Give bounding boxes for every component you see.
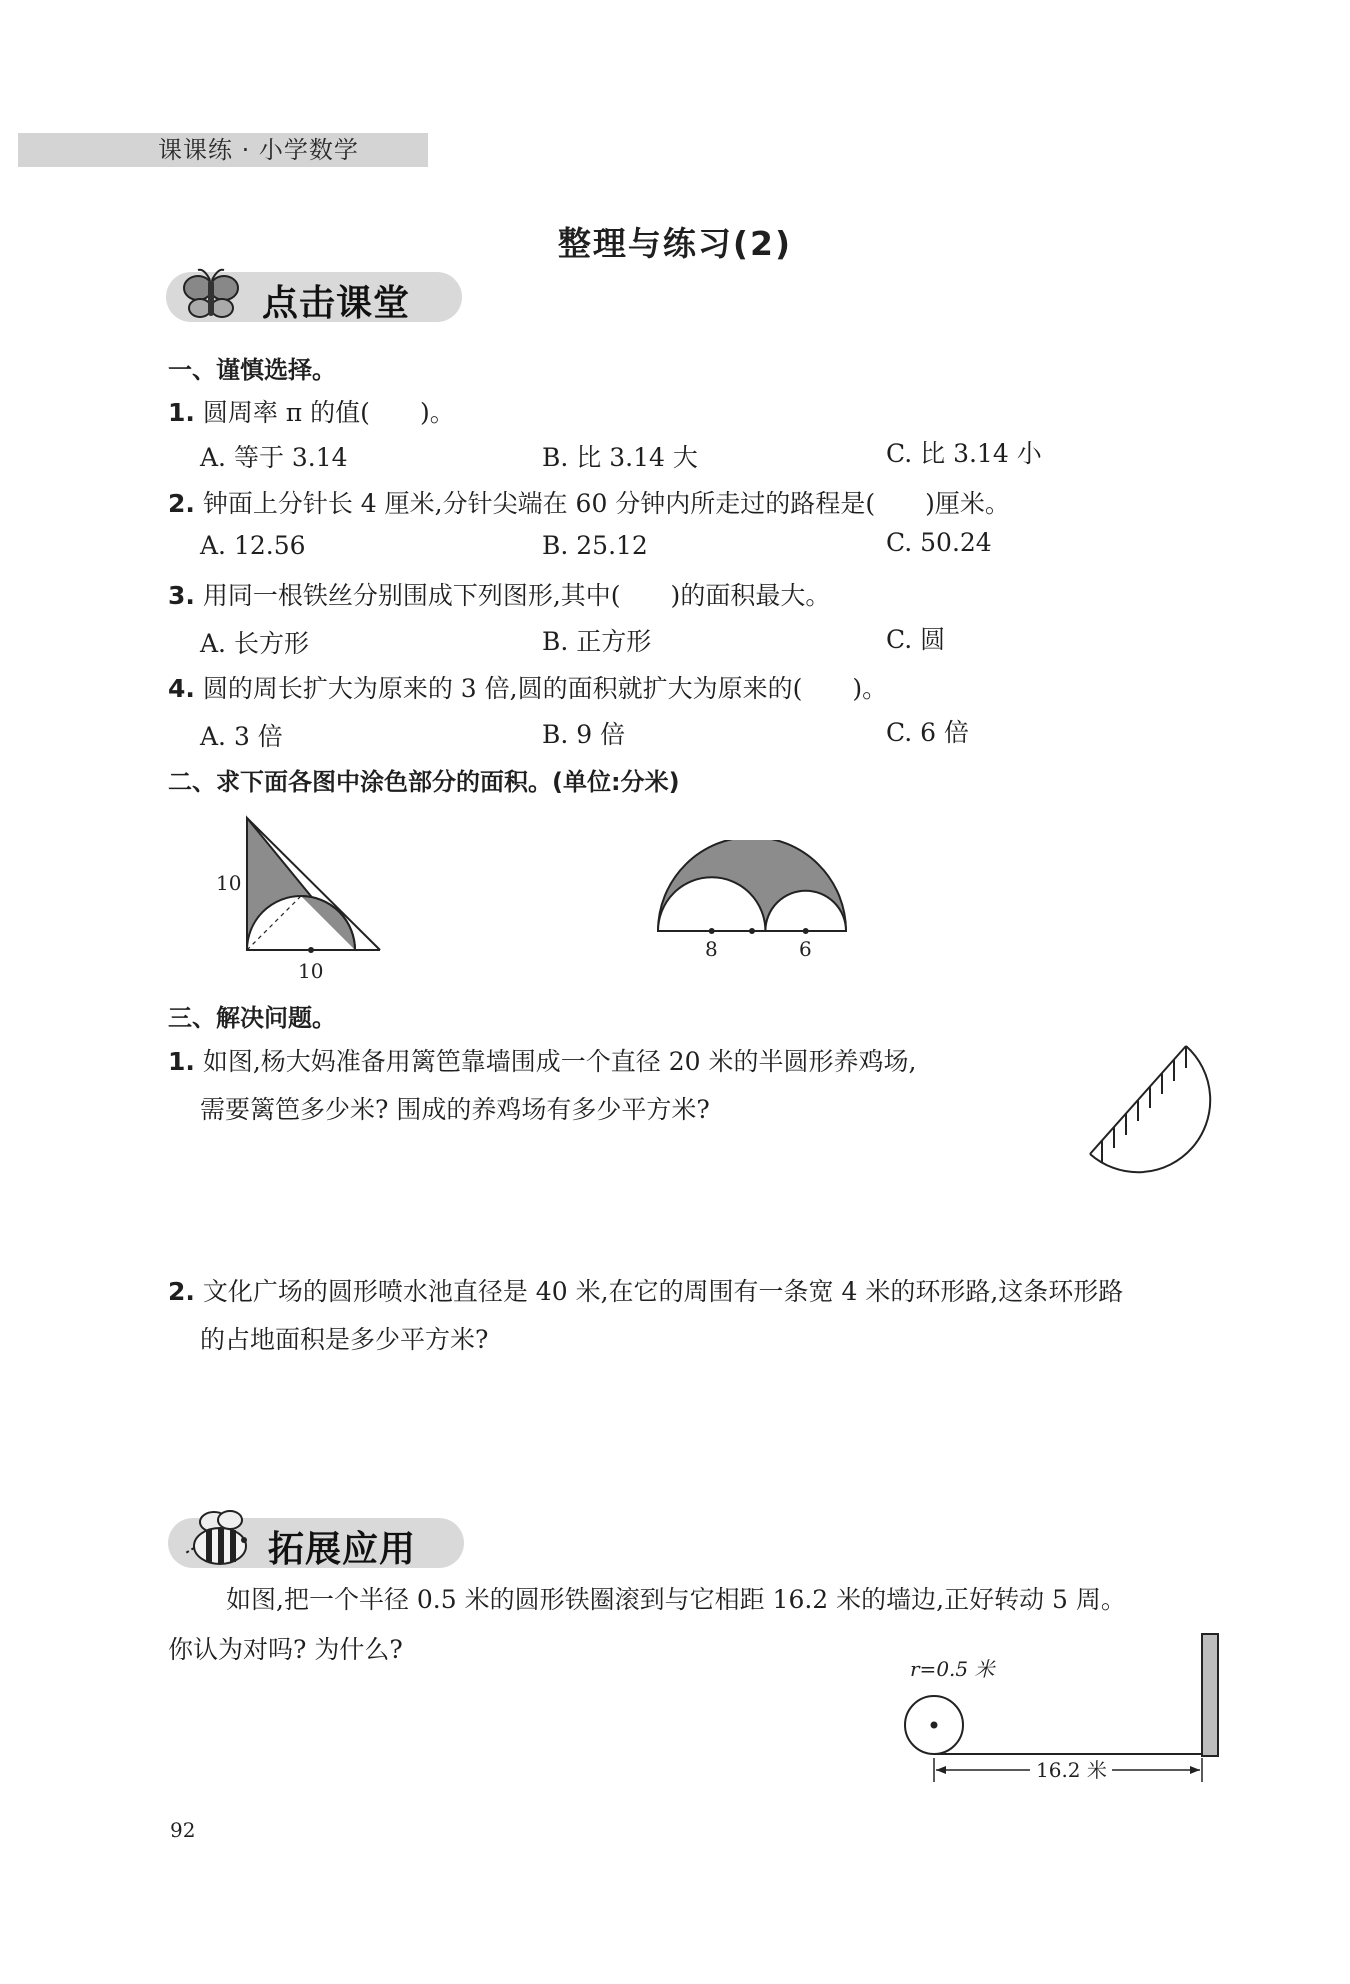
wall-semicircle-figure (1080, 1038, 1230, 1183)
part3-heading: 三、解决问题。 (168, 1004, 336, 1032)
question-number: 3. (168, 581, 195, 610)
part1-heading: 一、谨慎选择。 (168, 356, 336, 384)
part2-heading: 二、求下面各图中涂色部分的面积。(单位:分米) (168, 768, 680, 796)
option-a: A. 等于 3.14 (200, 443, 348, 472)
problem-1 (168, 1042, 916, 1078)
option-b: B. 正方形 (542, 627, 652, 656)
option-b: B. 比 3.14 大 (542, 443, 698, 472)
option-b: B. 9 倍 (542, 720, 626, 749)
choice-question-2 (168, 484, 1010, 520)
shaded-figure-1 (200, 808, 400, 988)
problem-text-line2: 的占地面积是多少平方米? (200, 1325, 489, 1354)
option-c: C. 50.24 (886, 528, 992, 557)
problem-text-line1: 文化广场的圆形喷水池直径是 40 米,在它的周围有一条宽 4 米的环形路,这条环形路 (202, 1277, 1124, 1306)
choice-question-3 (168, 576, 830, 612)
shaded-figure-2 (650, 840, 866, 970)
extension-text-line1: 如图,把一个半径 0.5 米的圆形铁圈滚到与它相距 16.2 米的墙边,正好转动 5 周。 (226, 1585, 1126, 1614)
radius-label: r=0.5 米 (910, 1657, 995, 1681)
question-text: 圆周率 π 的值( )。 (202, 398, 455, 427)
bee-icon (180, 1508, 260, 1570)
series-header: 课课练 · 小学数学 (18, 133, 428, 167)
side-label: 10 (216, 871, 242, 895)
problem-text-line2: 需要篱笆多少米? 围成的养鸡场有多少平方米? (200, 1095, 710, 1124)
distance-label: 16.2 米 (1036, 1758, 1107, 1782)
butterfly-icon (176, 266, 246, 326)
option-b: B. 25.12 (542, 531, 648, 560)
right-diameter-label: 6 (799, 937, 812, 961)
page-title: 整理与练习(2) (557, 224, 793, 263)
choice-question-1 (168, 393, 455, 429)
question-number: 2. (168, 1277, 195, 1306)
question-text: 用同一根铁丝分别围成下列图形,其中( )的面积最大。 (202, 581, 831, 610)
option-c: C. 圆 (886, 625, 946, 654)
section-banner-label: 拓展应用 (268, 1529, 417, 1570)
problem-2 (168, 1272, 1123, 1308)
question-number: 2. (168, 489, 195, 518)
question-number: 4. (168, 674, 195, 703)
option-a: A. 3 倍 (200, 722, 283, 751)
option-c: C. 比 3.14 小 (886, 439, 1042, 468)
extension-text-line2: 你认为对吗? 为什么? (168, 1635, 403, 1664)
option-c: C. 6 倍 (886, 718, 969, 747)
rolling-hoop-figure (890, 1630, 1230, 1790)
question-number: 1. (168, 1047, 195, 1076)
question-number: 1. (168, 398, 195, 427)
section-banner-label: 点击课堂 (262, 283, 411, 324)
question-text: 圆的周长扩大为原来的 3 倍,圆的面积就扩大为原来的( )。 (202, 674, 888, 703)
option-a: A. 长方形 (200, 629, 309, 658)
problem-text-line1: 如图,杨大妈准备用篱笆靠墙围成一个直径 20 米的半圆形养鸡场, (202, 1047, 917, 1076)
section-banner-extension (168, 1518, 464, 1568)
page-number: 92 (170, 1818, 196, 1842)
left-diameter-label: 8 (705, 937, 718, 961)
question-text: 钟面上分针长 4 厘米,分针尖端在 60 分钟内所走过的路程是( )厘米。 (202, 489, 1010, 518)
choice-question-4 (168, 669, 887, 705)
option-a: A. 12.56 (200, 531, 306, 560)
base-label: 10 (298, 959, 324, 983)
section-banner-classroom (166, 272, 462, 322)
